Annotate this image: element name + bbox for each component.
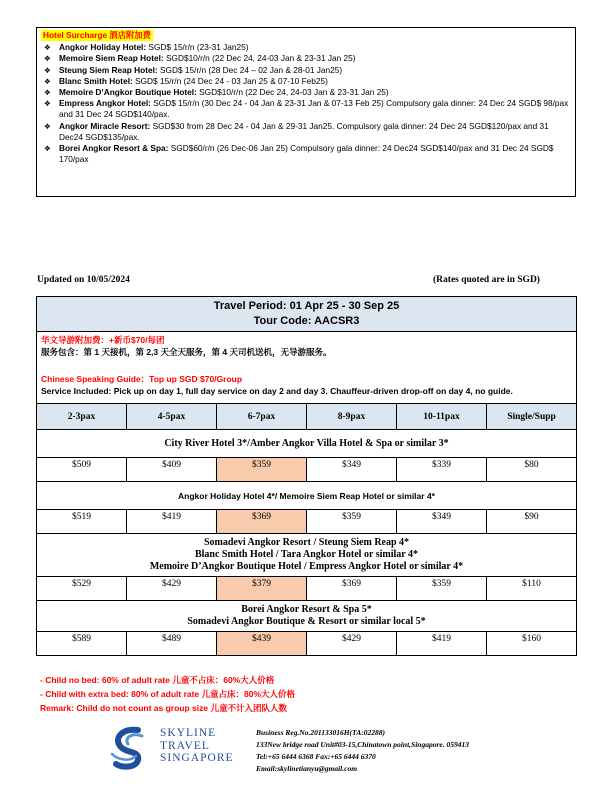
updated-date: Updated on 10/05/2024 bbox=[37, 275, 130, 285]
hotel-group-name: Somadevi Angkor Resort / Steung Siem Reap 4* Blanc Smith Hotel / Tara Angkor Hotel or similar 4* Memoire D’Angkor Boutique Hotel / Empress Angkor Hotel or similar 4* bbox=[37, 534, 577, 577]
surcharge-item: ❖ Memoire D’Angkor Boutique Hotel: SGD$10/r/n (22 Dec 24, 24-03 Jan & 23-31 Jan 25) bbox=[41, 87, 571, 98]
price-cell: $439 bbox=[217, 632, 307, 656]
price-cell: $529 bbox=[37, 577, 127, 601]
price-row bbox=[37, 510, 577, 534]
hotel-group-name: City River Hotel 3*/Amber Angkor Villa Hotel & Spa or similar 3* bbox=[37, 430, 577, 458]
price-cell: $369 bbox=[217, 510, 307, 534]
cn-service-included: 服务包含：第 1 天接机，第 2,3 天全天服务，第 4 天司机送机，无导游服务。 bbox=[41, 346, 332, 357]
price-cell: $349 bbox=[397, 510, 487, 534]
price-cell: $369 bbox=[307, 577, 397, 601]
en-guide-surcharge: Chinese Speaking Guide：Top up SGD $70/Group bbox=[41, 374, 243, 384]
price-cell: $419 bbox=[397, 632, 487, 656]
price-cell: $489 bbox=[127, 632, 217, 656]
price-cell: $419 bbox=[127, 510, 217, 534]
surcharge-list bbox=[41, 42, 571, 165]
price-cell: $359 bbox=[307, 510, 397, 534]
hotel-group-name: Angkor Holiday Hotel 4*/ Memoire Siem Reap Hotel or similar 4* bbox=[37, 482, 577, 510]
company-email: Email:skylinetianyu@gmail.com bbox=[256, 764, 358, 773]
pax-header-row bbox=[37, 404, 577, 430]
child-group-size-remark: Remark: Child do not count as group size 儿童不计入团队人数 bbox=[40, 703, 287, 713]
skyline-swirl-logo-icon bbox=[108, 724, 152, 772]
surcharge-title: Hotel Surcharge 酒店附加费 bbox=[43, 30, 151, 40]
price-cell: $110 bbox=[487, 577, 577, 601]
pax-header: 2-3pax bbox=[37, 404, 127, 430]
travel-period-header bbox=[37, 297, 577, 332]
company-address: 133New bridge road Unit#03-15,Chinatown point,Singapore. 059413 bbox=[256, 740, 469, 749]
pax-header: 6-7pax bbox=[217, 404, 307, 430]
phone-fax: Tel:+65 6444 6368 Fax:+65 6444 6370 bbox=[256, 752, 376, 761]
price-cell: $409 bbox=[127, 458, 217, 482]
company-contact bbox=[256, 727, 469, 775]
price-cell: $429 bbox=[307, 632, 397, 656]
pax-header: 10-11pax bbox=[397, 404, 487, 430]
price-row bbox=[37, 458, 577, 482]
cn-guide-surcharge: 华文导游附加费：+新币$70/每团 bbox=[41, 335, 165, 345]
surcharge-item: ❖ Angkor Holiday Hotel: SGD$ 15/r/n (23-31 Jan25) bbox=[41, 42, 571, 53]
child-notes bbox=[40, 673, 295, 715]
pax-header: Single/Supp bbox=[487, 404, 577, 430]
price-row bbox=[37, 632, 577, 656]
price-cell: $589 bbox=[37, 632, 127, 656]
price-cell: $509 bbox=[37, 458, 127, 482]
hotel-group-name: Borei Angkor Resort & Spa 5* Somadevi Angkor Boutique & Resort or similar local 5* bbox=[37, 601, 577, 632]
child-no-bed-note: - Child no bed: 60% of adult rate 儿童不占床：60%大人价格 bbox=[40, 675, 275, 685]
surcharge-item: ❖ Empress Angkor Hotel: SGD$ 15/r/n (30 Dec 24 - 04 Jan & 23-31 Jan & 07-13 Feb 25) Compulsory gala dinner: 24 Dec 24 SGD$ 98/pax and 31 Dec 24 SGD$140/pax. bbox=[41, 98, 571, 120]
service-info bbox=[37, 332, 577, 404]
rates-currency-note: (Rates quoted are in SGD) bbox=[433, 275, 540, 285]
surcharge-item: ❖ Steung Siem Reap Hotel: SGD$ 15/r/n (28 Dec 24 – 02 Jan & 28-01 Jan25) bbox=[41, 65, 571, 76]
business-reg: Business Reg.No.201133016H(TA:02288) bbox=[256, 728, 385, 737]
price-cell: $160 bbox=[487, 632, 577, 656]
en-service-included: Service Included: Pick up on day 1, full day service on day 2 and day 3. Chauffeur-driven drop-off on day 4, no guide. bbox=[41, 385, 513, 396]
price-cell: $379 bbox=[217, 577, 307, 601]
tour-code: Tour Code: AACSR3 bbox=[253, 315, 360, 327]
price-cell: $80 bbox=[487, 458, 577, 482]
logo-text: SKYLINE TRAVEL SINGAPORE bbox=[160, 727, 234, 764]
price-cell: $339 bbox=[397, 458, 487, 482]
pax-header: 8-9pax bbox=[307, 404, 397, 430]
travel-period: Travel Period: 01 Apr 25 - 30 Sep 25 bbox=[213, 300, 400, 312]
child-extra-bed-note: - Child with extra bed: 80% of adult rate 儿童占床：80%大人价格 bbox=[40, 689, 296, 699]
surcharge-item: ❖ Memoire Siem Reap Hotel: SGD$10/r/n (22 Dec 24, 24-03 Jan & 23-31 Jan 25) bbox=[41, 53, 571, 64]
hotel-surcharge-box bbox=[36, 27, 576, 197]
pax-header: 4-5pax bbox=[127, 404, 217, 430]
price-cell: $90 bbox=[487, 510, 577, 534]
price-row bbox=[37, 577, 577, 601]
surcharge-item: ❖ Blanc Smith Hotel: SGD$ 15/r/n (24 Dec 24 - 03 Jan 25 & 07-10 Feb25) bbox=[41, 76, 571, 87]
surcharge-item: ❖ Borei Angkor Resort & Spa: SGD$60/r/n (26 Dec-06 Jan 25) Compulsory gala dinner: 24 Dec24 SGD$140/pax and 31 Dec 24 SGD$ 170/pax bbox=[41, 143, 571, 165]
price-cell: $349 bbox=[307, 458, 397, 482]
price-cell: $429 bbox=[127, 577, 217, 601]
surcharge-item: ❖ Angkor Miracle Resort: SGD$30 from 28 Dec 24 - 04 Jan & 29-31 Jan25. Compulsory gala dinner: 24 Dec 24 SGD$120/pax and 31 Dec24 SGD$135/pax. bbox=[41, 121, 571, 143]
price-cell: $359 bbox=[397, 577, 487, 601]
price-cell: $519 bbox=[37, 510, 127, 534]
price-cell: $359 bbox=[217, 458, 307, 482]
tour-price-table bbox=[36, 296, 577, 656]
